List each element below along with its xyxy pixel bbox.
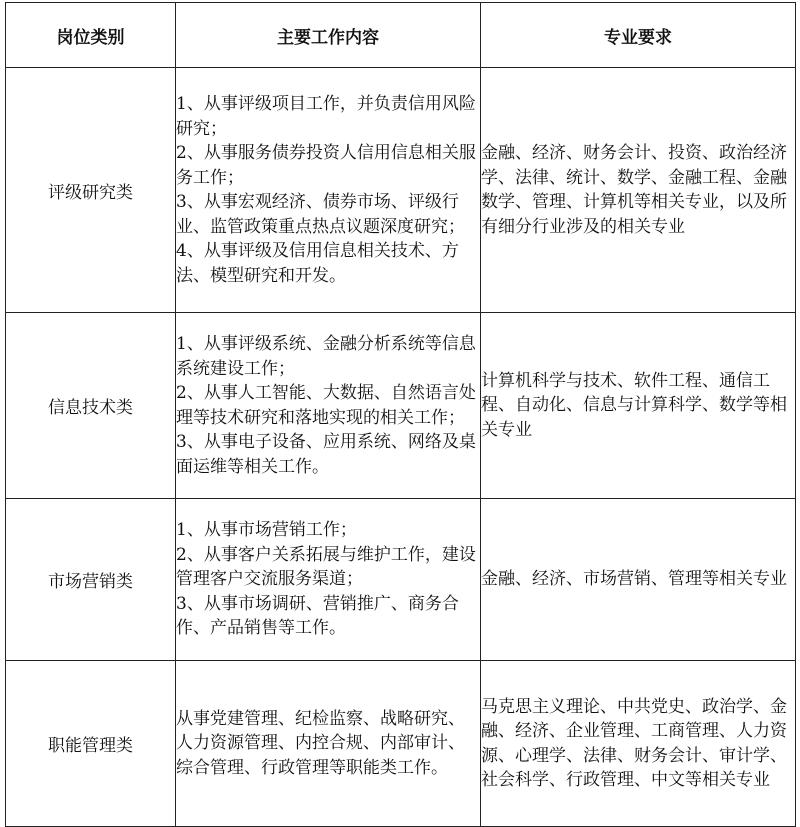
header-duties: 主要工作内容 [176,3,481,68]
header-category: 岗位类别 [6,3,176,68]
table-row [6,68,796,313]
duty-item: 4、从事评级及信用信息相关技术、方法、模型研究和开发。 [176,241,459,286]
duties-cell [176,661,481,827]
duty-item: 3、从事电子设备、应用系统、网络及桌面运维等相关工作。 [176,432,476,477]
duties-cell [176,313,481,499]
duties-cell [176,499,481,661]
category-cell: 信息技术类 [6,313,176,499]
duty-item: 2、从事客户关系拓展与维护工作，建设管理客户交流服务渠道； [176,544,476,590]
duty-item: 1、从事评级系统、金融分析系统等信息系统建设工作； [176,334,476,379]
category-cell: 评级研究类 [6,68,176,313]
table-row [6,313,796,499]
table-row [6,661,796,827]
majors-cell: 计算机科学与技术、软件工程、通信工程、自动化、信息与计算科学、数学等相关专业 [481,313,796,499]
majors-cell: 马克思主义理论、中共党史、政治学、金融、经济、企业管理、工商管理、人力资源、心理学、法律、财务会计、审计学、社会科学、行政管理、中文等相关专业 [481,661,796,827]
table-row [6,499,796,661]
majors-cell: 金融、经济、市场营销、管理等相关专业 [481,499,796,661]
category-cell: 职能管理类 [6,661,176,827]
duty-item: 3、从事市场调研、营销推广、商务合作、产品销售等工作。 [176,593,459,639]
duty-item: 3、从事宏观经济、债券市场、评级行业、监管政策重点热点议题深度研究； [176,192,465,237]
duty-item: 2、从事服务债券投资人信用信息相关服务工作； [176,143,476,188]
duty-item: 1、从事评级项目工作，并负责信用风险研究； [176,94,476,139]
duty-item: 1、从事市场营销工作； [176,520,357,541]
duties-cell [176,68,481,313]
category-cell: 市场营销类 [6,499,176,661]
duty-item: 2、从事人工智能、大数据、自然语言处理等技术研究和落地实现的相关工作； [176,383,476,428]
header-row [6,3,796,68]
header-majors: 专业要求 [481,3,796,68]
job-requirements-table [5,2,796,827]
duty-item: 从事党建管理、纪检监察、战略研究、人力资源管理、内控合规、内部审计、综合管理、行政管理等职能类工作。 [176,708,465,778]
majors-cell: 金融、经济、财务会计、投资、政治经济学、法律、统计、数学、金融工程、金融数学、管理、计算机等相关专业，以及所有细分行业涉及的相关专业 [481,68,796,313]
